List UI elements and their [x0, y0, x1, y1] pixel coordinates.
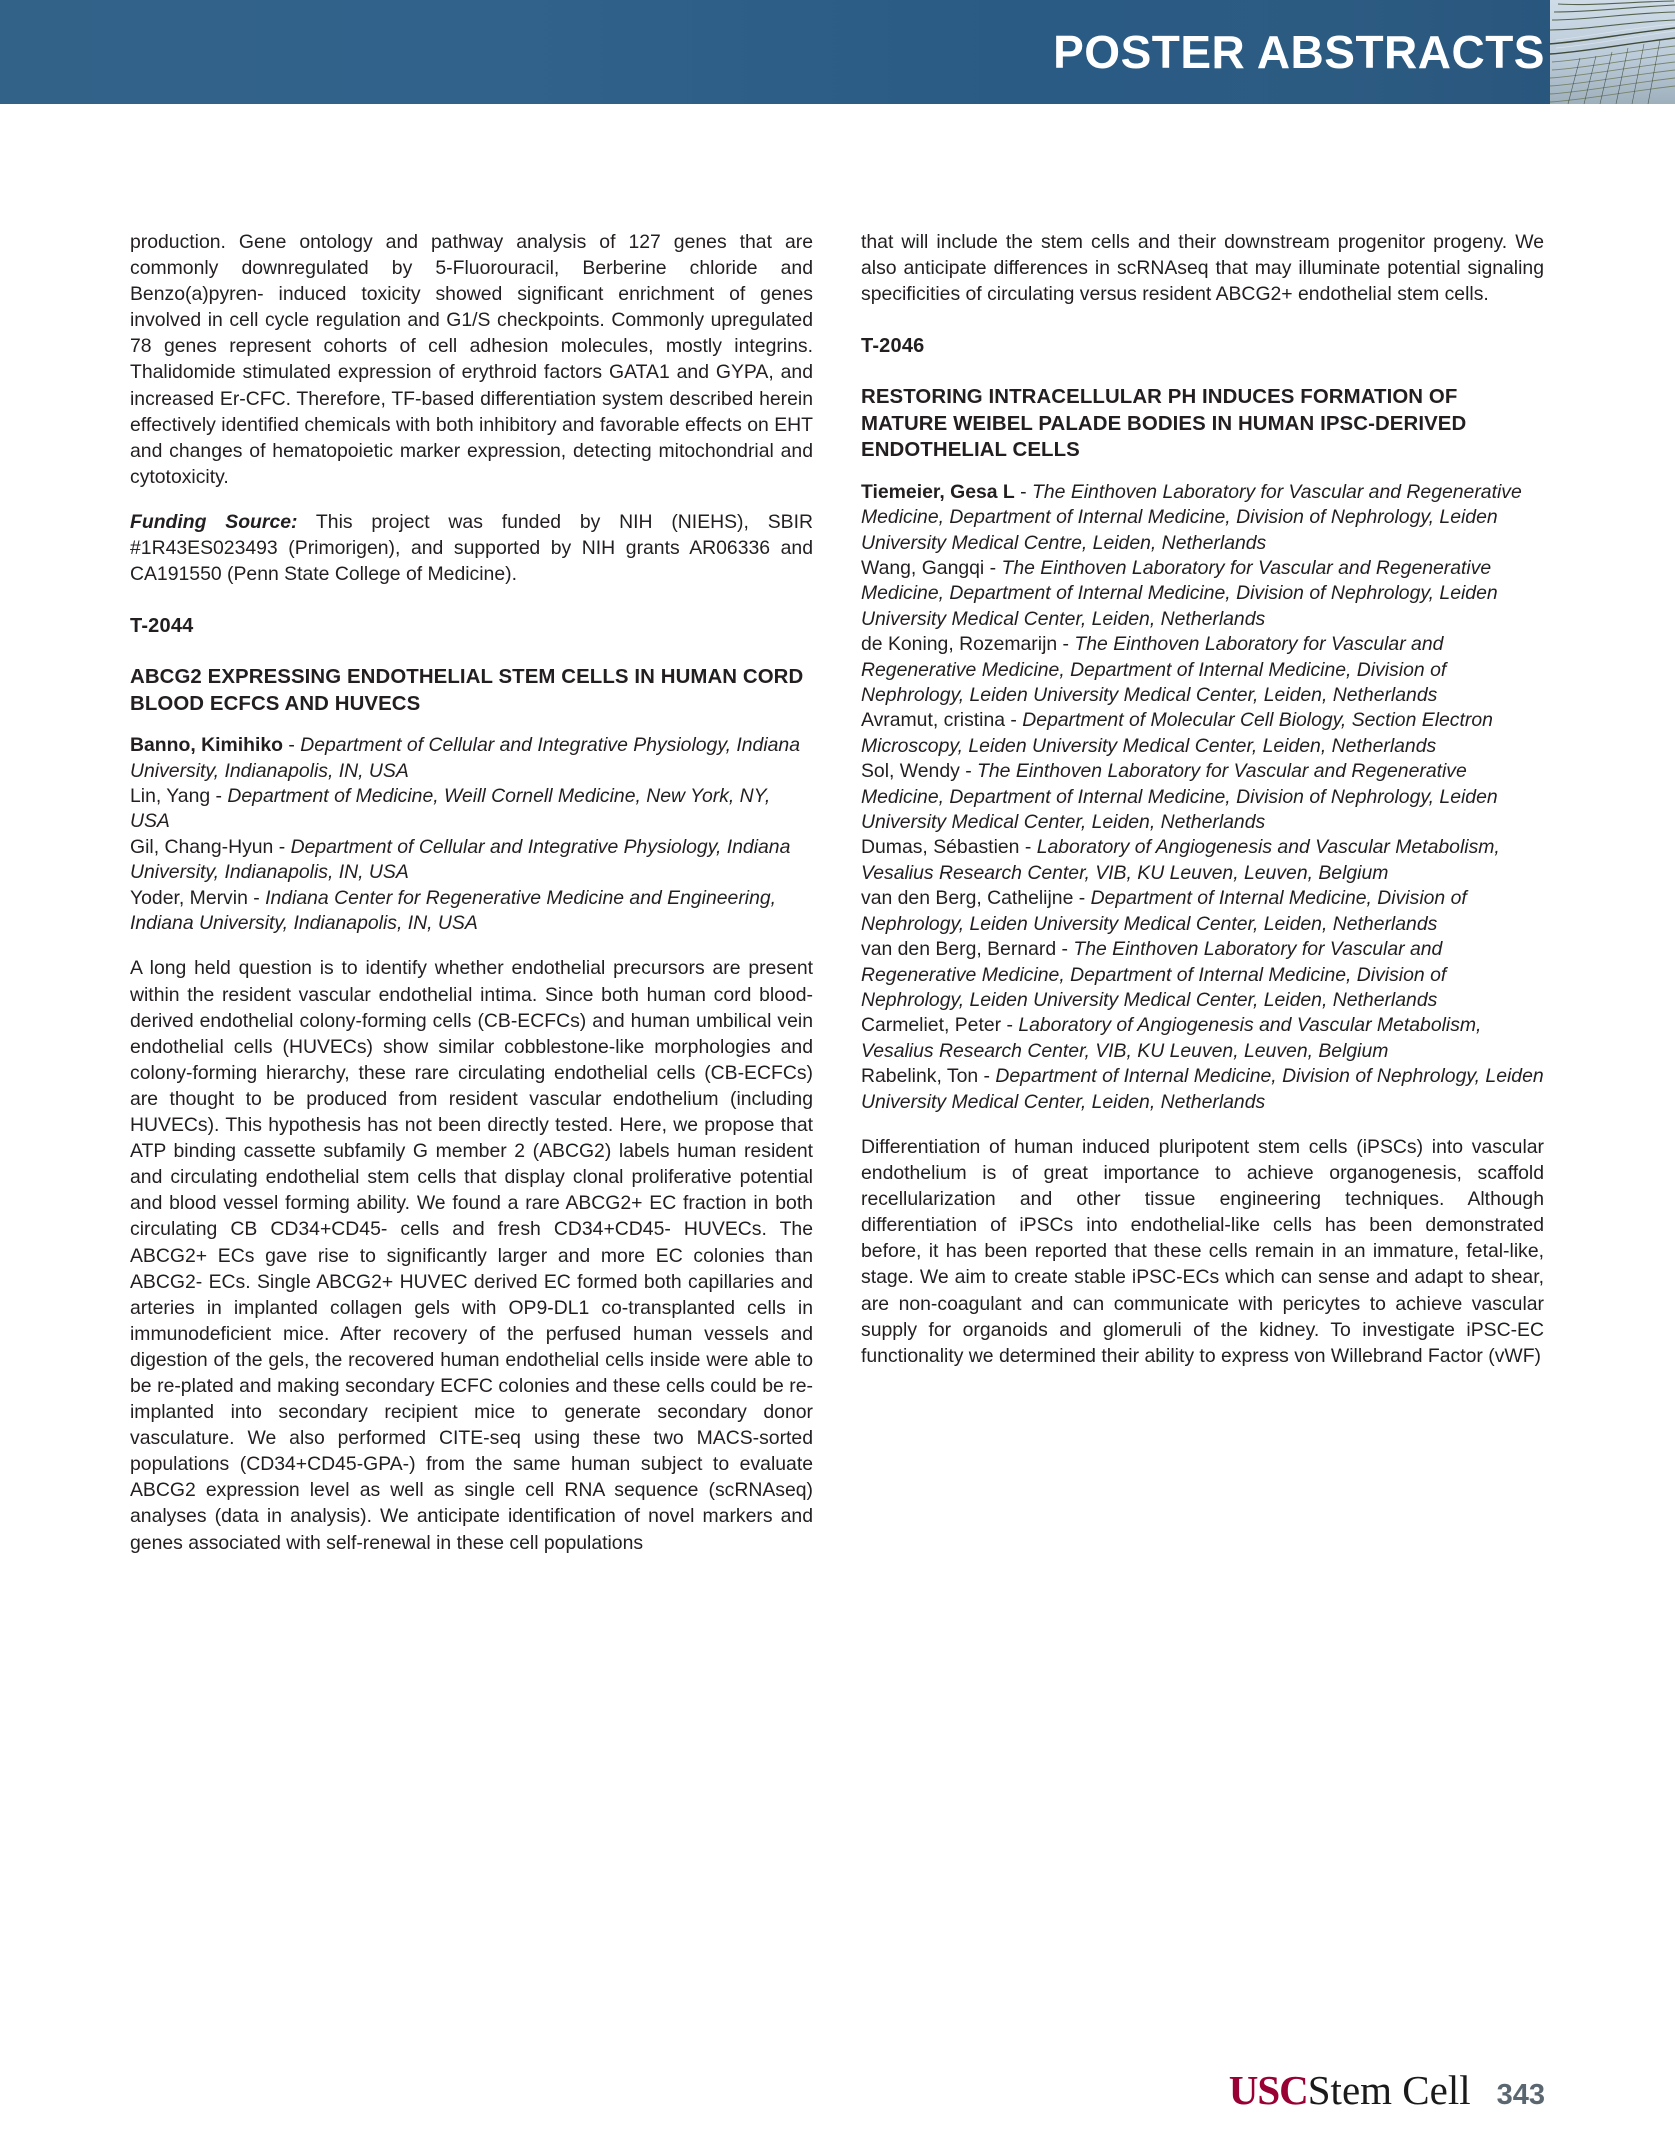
author-entry: de Koning, Rozemarijn - The Einthoven Laboratory for Vascular and Regenerative Medicine, Department of Internal Medicine, Division of Nephrology, Leiden University Medical Center, Leiden, Netherlands — [861, 633, 1447, 707]
author-name: Rabelink, Ton — [861, 1065, 979, 1088]
author-affiliation: Laboratory of Angiogenesis and Vascular Metabolism, Vesalius Research Center, VIB, KU Leuven, Leuven, Belgium — [861, 836, 1500, 884]
author-entry: Lin, Yang - Department of Medicine, Weill Cornell Medicine, New York, NY, USA — [130, 785, 771, 833]
author-entry: Yoder, Mervin - Indiana Center for Regenerative Medicine and Engineering, Indiana University, Indianapolis, IN, USA — [130, 886, 777, 935]
author-entry: Dumas, Sébastien - Laboratory of Angiogenesis and Vascular Metabolism, Vesalius Research Center, VIB, KU Leuven, Leuven, Belgium — [861, 836, 1500, 884]
author-name: van den Berg, Bernard — [861, 938, 1057, 961]
author-name: Tiemeier, Gesa L — [861, 480, 1015, 503]
page-footer — [0, 2058, 1675, 2114]
author-name: Yoder, Mervin — [130, 886, 248, 909]
author-affiliation: The Einthoven Laboratory for Vascular and Regenerative Medicine, Department of Internal Medicine, Division of Nephrology, Leiden University Medical Center, Leiden, Netherlands — [861, 938, 1447, 1011]
author-affiliation: Department of Internal Medicine, Division of Nephrology, Leiden University Medical Center, Leiden, Netherlands — [861, 1065, 1544, 1113]
author-affiliation: Department of Cellular and Integrative Physiology, Indiana University, Indianapolis, IN, USA — [130, 734, 800, 782]
two-column-layout — [130, 229, 1545, 1556]
author-entry: Carmeliet, Peter - Laboratory of Angiogenesis and Vascular Metabolism, Vesalius Research Center, VIB, KU Leuven, Leuven, Belgium — [861, 1014, 1482, 1062]
author-entry: van den Berg, Bernard - The Einthoven Laboratory for Vascular and Regenerative Medicine, Department of Internal Medicine, Division of Nephrology, Leiden University Medical Center, Leiden, Netherlands — [861, 938, 1447, 1011]
abstract-body-t2044: A long held question is to identify whether endothelial precursors are present within the resident vascular endothelial intima. Since both human cord blood-derived endothelial colony-forming cells (CB-ECFCs) and human umbilical vein endothelial cells (HUVECs) show similar cobblestone-like morphologies and colony-forming hierarchy, these rare circulating endothelial cells (CB-ECFCs) are thought to be produced from resident vascular endothelium (including HUVECs). This hypothesis has not been directly tested. Here, we propose that ATP binding cassette subfamily G member 2 (ABCG2) labels human resident and circulating endothelial stem cells that display clonal proliferative potential and blood vessel forming ability. We found a rare ABCG2+ EC fraction in both circulating CB CD34+CD45- cells and fresh CD34+CD45- HUVECs. The ABCG2+ ECs gave rise to significantly larger and more EC colonies than ABCG2- ECs. Single ABCG2+ HUVEC derived EC formed both capillaries and arteries in implanted collagen gels with OP9-DL1 co-transplanted cells in immunodeficient mice. After recovery of the perfused human vessels and digestion of the gels, the recovered human endothelial cells inside were able to be re-plated and making secondary ECFC colonies and these cells could be re-implanted into secondary recipient mice to generate secondary donor vasculature. We also performed CITE-seq using these two MACS-sorted populations (CD34+CD45-GPA-) from the same human subject to evaluate ABCG2 expression level as well as single cell RNA sequence (scRNAseq) analyses (data in analysis). We anticipate identification of novel markers and genes associated with self-renewal in these cell populations — [130, 957, 813, 1554]
author-affiliation: The Einthoven Laboratory for Vascular and Regenerative Medicine, Department of Internal Medicine, Division of Nephrology, Leiden University Medical Center, Leiden, Netherlands — [861, 557, 1498, 630]
author-name: Lin, Yang — [130, 785, 211, 808]
author-affiliation: Department of Cellular and Integrative Physiology, Indiana University, Indianapolis, IN, USA — [130, 835, 791, 884]
usc-wordmark: USC — [1228, 2067, 1308, 2113]
author-name: van den Berg, Cathelijne — [861, 887, 1074, 910]
left-continued-paragraph: production. Gene ontology and pathway analysis of 127 genes that are commonly downregulated by 5-Fluorouracil, Berberine chloride and Benzo(a)pyren- induced toxicity showed significant enrichment of genes involved in cell cycle regulation and G1/S checkpoints. Commonly upregulated 78 genes represent cohorts of cell adhesion molecules, mostly integrins. Thalidomide stimulated expression of erythroid factors GATA1 and GYPA, and increased Er-CFC. Therefore, TF-based differentiation system described herein effectively identified chemicals with both inhibitory and favorable effects on EHT and changes of hematopoietic marker expression, detecting mitochondrial and cytotoxicity. — [130, 231, 813, 488]
author-affiliation: Laboratory of Angiogenesis and Vascular Metabolism, Vesalius Research Center, VIB, KU Leuven, Leuven, Belgium — [861, 1014, 1482, 1062]
page-number: 343 — [1496, 2079, 1545, 2111]
palm-frond-photo — [1550, 0, 1675, 104]
footer-content — [1229, 2066, 1545, 2114]
author-name: Wang, Gangqi — [861, 557, 985, 579]
right-continued-paragraph: that will include the stem cells and their downstream progenitor progeny. We also anticipate differences in scRNAseq that may illuminate potential signaling specificities of circulating versus resident ABCG2+ endothelial stem cells. — [861, 231, 1544, 306]
author-name: Avramut, cristina — [861, 709, 1006, 732]
author-entry: Sol, Wendy - The Einthoven Laboratory for Vascular and Regenerative Medicine, Department of Internal Medicine, Division of Nephrology, Leiden University Medical Center, Leiden, Netherlands — [861, 760, 1498, 834]
author-entry: Gil, Chang-Hyun - Department of Cellular and Integrative Physiology, Indiana University, Indianapolis, IN, USA — [130, 835, 791, 884]
abstract-id-t2044: T-2044 — [130, 615, 194, 638]
left-column — [130, 229, 813, 1556]
funding-source-paragraph — [130, 509, 813, 587]
author-name: de Koning, Rozemarijn — [861, 633, 1058, 656]
author-list-t2044 — [130, 733, 813, 936]
author-list-t2046 — [861, 480, 1544, 1115]
page-title: POSTER ABSTRACTS — [1053, 26, 1545, 78]
author-entry: Avramut, cristina - Department of Molecular Cell Biology, Section Electron Microscopy, Leiden University Medical Center, Leiden, Netherlands — [861, 709, 1493, 757]
author-name: Banno, Kimihiko — [130, 734, 283, 757]
author-entry: Wang, Gangqi - The Einthoven Laboratory for Vascular and Regenerative Medicine, Department of Internal Medicine, Division of Nephrology, Leiden University Medical Center, Leiden, Netherlands — [861, 557, 1498, 630]
author-affiliation: Indiana Center for Regenerative Medicine and Engineering, Indiana University, Indianapolis, IN, USA — [130, 886, 777, 935]
author-entry: Banno, Kimihiko - Department of Cellular and Integrative Physiology, Indiana University, Indianapolis, IN, USA — [130, 734, 800, 782]
author-affiliation: The Einthoven Laboratory for Vascular and Regenerative Medicine, Department of Internal Medicine, Division of Nephrology, Leiden University Medical Centre, Leiden, Netherlands — [861, 480, 1522, 554]
abstract-body-t2046: Differentiation of human induced pluripotent stem cells (iPSCs) into vascular endothelium is of great importance to achieve organogenesis, scaffold recellularization and other tissue engineering techniques. Although differentiation of iPSCs into endothelial-like cells has been demonstrated before, it has been reported that these cells remain in an immature, fetal-like, stage. We aim to create stable iPSC-ECs which can sense and adapt to shear, are non-coagulant and can communicate with pericytes to achieve vascular supply for organoids and glomeruli of the kidney. To investigate iPSC-EC functionality we determined their ability to express von Willebrand Factor (vWF) — [861, 1135, 1544, 1367]
abstract-title-t2044: ABCG2 EXPRESSING ENDOTHELIAL STEM CELLS IN HUMAN CORD BLOOD ECFCS AND HUVECS — [130, 666, 804, 715]
page-header-banner — [0, 0, 1675, 104]
author-entry: Tiemeier, Gesa L - The Einthoven Laboratory for Vascular and Regenerative Medicine, Department of Internal Medicine, Division of Nephrology, Leiden University Medical Centre, Leiden, Netherlands — [861, 480, 1522, 554]
right-column — [861, 229, 1544, 1556]
author-affiliation: Department of Molecular Cell Biology, Section Electron Microscopy, Leiden University Medical Center, Leiden, Netherlands — [861, 709, 1493, 757]
author-entry: Rabelink, Ton - Department of Internal Medicine, Division of Nephrology, Leiden University Medical Center, Leiden, Netherlands — [861, 1065, 1544, 1113]
author-affiliation: Department of Medicine, Weill Cornell Medicine, New York, NY, USA — [130, 785, 771, 833]
funding-source-text: This project was funded by NIH (NIEHS), SBIR #1R43ES023493 (Primorigen), and supported by NIH grants AR06336 and CA191550 (Penn State College of Medicine). — [130, 510, 813, 586]
usc-stem-cell-logo — [1229, 2066, 1471, 2114]
stem-cell-wordmark: Stem Cell — [1307, 2067, 1471, 2113]
author-name: Sol, Wendy — [861, 760, 960, 783]
palm-frond-illustration — [1550, 0, 1675, 104]
author-affiliation: Department of Internal Medicine, Division of Nephrology, Leiden University Medical Center, Leiden, Netherlands — [861, 887, 1467, 935]
author-affiliation: The Einthoven Laboratory for Vascular and Regenerative Medicine, Department of Internal Medicine, Division of Nephrology, Leiden University Medical Center, Leiden, Netherlands — [861, 633, 1447, 707]
author-name: Carmeliet, Peter — [861, 1014, 1002, 1037]
abstract-title-t2046: RESTORING INTRACELLULAR PH INDUCES FORMATION OF MATURE WEIBEL PALADE BODIES IN HUMAN IPSC-DERIVED ENDOTHELIAL CELLS — [861, 386, 1467, 462]
page-content — [0, 104, 1675, 2150]
author-entry: van den Berg, Cathelijne - Department of Internal Medicine, Division of Nephrology, Leiden University Medical Center, Leiden, Netherlands — [861, 887, 1467, 935]
funding-source-label: Funding Source: — [130, 510, 298, 533]
author-name: Gil, Chang-Hyun — [130, 835, 274, 858]
author-affiliation: The Einthoven Laboratory for Vascular and Regenerative Medicine, Department of Internal Medicine, Division of Nephrology, Leiden University Medical Center, Leiden, Netherlands — [861, 760, 1498, 834]
author-name: Dumas, Sébastien — [861, 836, 1020, 859]
abstract-id-t2046: T-2046 — [861, 335, 925, 358]
